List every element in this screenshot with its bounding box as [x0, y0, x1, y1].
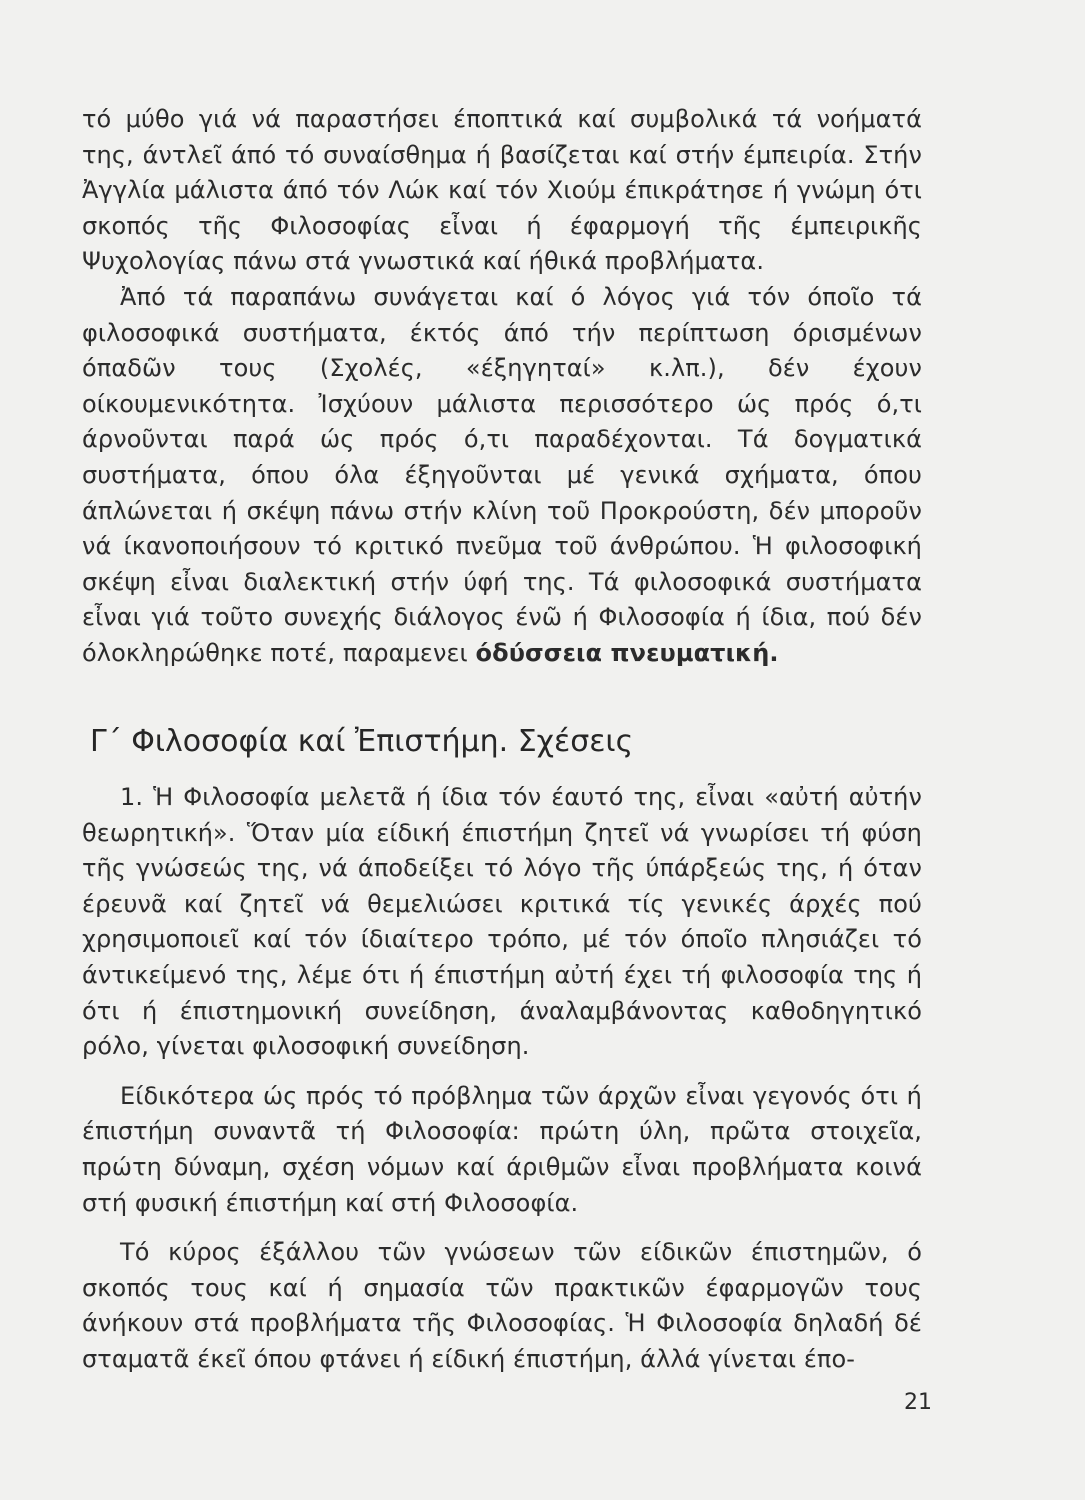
paragraph-4: Είδικότερα ώς πρός τό πρόβλημα τῶν άρχῶν εἶναι γεγονός ότι ή έπιστήμη συναντᾶ τή Φιλοσοφία: πρώτη ύλη, πρῶτα στοιχεῖα, πρώτη δύναμη, σχέση νόμων καί άριθμῶν εἶναι προβλήματα κοινά στή φυσική έπιστήμη καί στή Φιλοσοφία.	[82, 1081, 922, 1217]
paragraph-2	[82, 280, 922, 672]
paragraph-5: Τό κύρος έξάλλου τῶν γνώσεων τῶν είδικῶν έπιστημῶν, ό σκοπός τους καί ή σημασία τῶν πρακτικῶν έφαρμογῶν τους άνήκουν στά προβλήματα τῆς Φιλοσοφίας. Ἡ Φιλοσοφία δηλαδή δέ σταματᾶ έκεῖ όπου φτάνει ή είδική έπιστήμη, άλλά γίνεται έπο-	[82, 1238, 922, 1373]
paragraph-2-bold-phrase: όδύσσεια πνευματική.	[475, 638, 779, 667]
paragraph-1: τό μύθο γιά νά παραστήσει έποπτικά καί συμβολικά τά νοήματά της, άντλεῖ άπό τό συναίσθημα ή βασίζεται καί στήν έμπειρία. Στήν Ἀγγλία μάλιστα άπό τόν Λώκ καί τόν Χιούμ έπικράτησε ή γνώμη ότι σκοπός τῆς Φιλοσοφίας εἶναι ή έφαρμογή τῆς έμπειρικῆς Ψυχολογίας πάνω στά γνωστικά καί ήθικά προβλήματα.	[82, 105, 922, 276]
section-heading: Γ΄ Φιλοσοφία καί Ἐπιστήμη. Σχέσεις	[90, 724, 634, 759]
paragraph-3: 1. Ἡ Φιλοσοφία μελετᾶ ή ίδια τόν έαυτό της, εἶναι «αὐτή αὐτήν θεωρητική». Ὅταν μία είδική έπιστήμη ζητεῖ νά γνωρίσει τή φύση τῆς γνώσεώς της, νά άποδείξει τό λόγο τῆς ύπάρξεώς της, ή όταν έρευνᾶ καί ζητεῖ νά θεμελιώσει κριτικά τίς γενικές άρχές πού χρησιμοποιεῖ καί τόν ίδιαίτερο τρόπο, μέ τόν όποῖο πλησιάζει τό άντικείμενό της, λέμε ότι ή έπιστήμη αὐτή έχει τή φιλοσοφία της ή ότι ή έπιστημονική συνείδηση, άναλαμβάνοντας καθοδηγητικό ρόλο, γίνεται φιλοσοφική συνείδηση.	[82, 783, 922, 1061]
upper-text-block	[82, 102, 922, 672]
lower-text-block	[82, 780, 922, 1378]
paragraph-2-text: Ἀπό τά παραπάνω συνάγεται καί ό λόγος γιά τόν όποῖο τά φιλοσοφικά συστήματα, έκτός άπό τήν περίπτωση όρισμένων όπαδῶν τους (Σχολές, «έξηγηταί» κ.λπ.), δέν έχουν οίκουμενικότητα. Ἰσχύουν μάλιστα περισσότερο ώς πρός ό,τι άρνοῦνται παρά ώς πρός ό,τι παραδέχονται. Τά δογματικά συστήματα, όπου όλα έξηγοῦνται μέ γενικά σχήματα, όπου άπλώνεται ή σκέψη πάνω στήν κλίνη τοῦ Προκρούστη, δέν μποροῦν νά ίκανοποιήσουν τό κριτικό πνεῦμα τοῦ άνθρώπου. Ἡ φιλοσοφική σκέψη εἶναι διαλεκτική στήν ύφή της. Τά φιλοσοφικά συστήματα εἶναι γιά τοῦτο συνεχής διάλογος ένῶ ή Φιλοσοφία ή ίδια, πού δέν όλοκληρώθηκε ποτέ, παραμενει	[82, 282, 922, 667]
page-number: 21	[904, 1390, 932, 1415]
